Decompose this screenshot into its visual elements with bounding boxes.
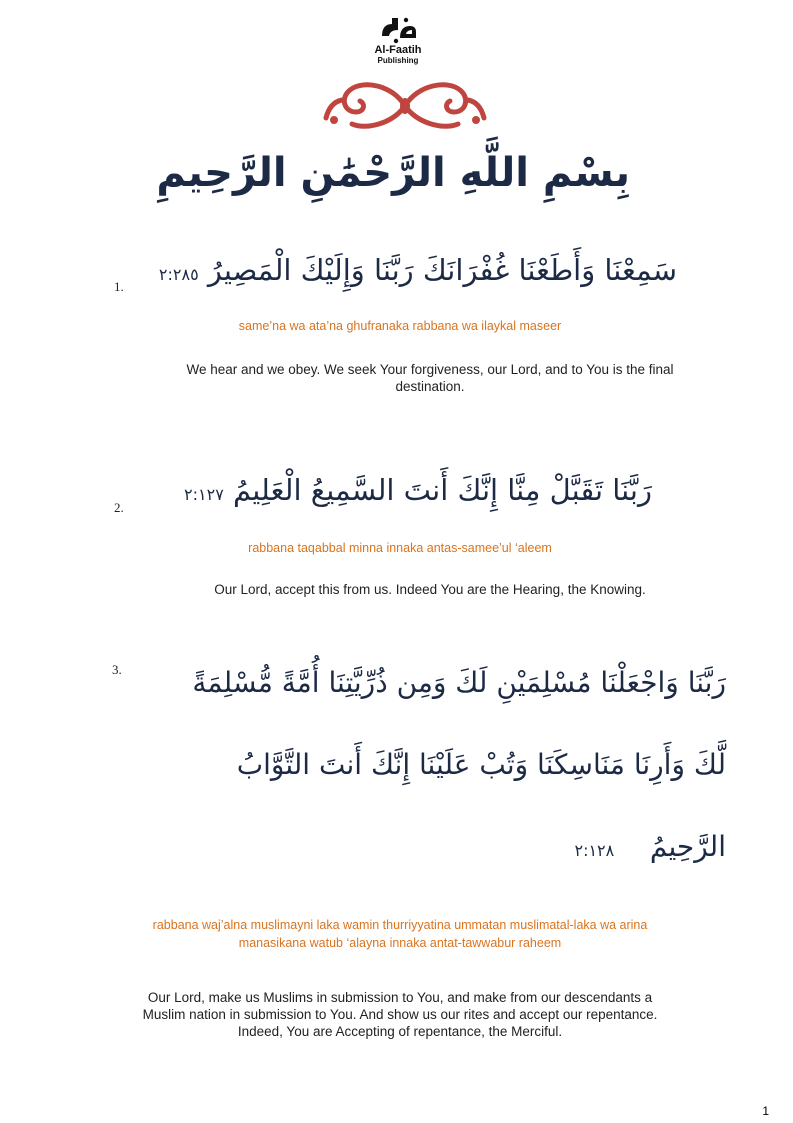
dua-3-ayah-ref: ٢:١٢٨ xyxy=(574,841,615,860)
basmala-heading: بِسْمِ اللَّهِ الرَّحْمَٰنِ الرَّحِيمِ xyxy=(156,150,630,196)
dua-3-translation-line-3: Indeed, You are Accepting of repentance, the Merciful. xyxy=(237,1024,563,1039)
dua-3-number: 3. xyxy=(112,662,122,677)
dua-1-transliteration: same’na wa ata’na ghufranaka rabbana wa ilaykal maseer xyxy=(238,319,562,333)
dua-2-number: 2. xyxy=(114,500,124,515)
dua-1-translation: We hear and we obey. We seek Your forgiveness, our Lord, and to You is the final destination. xyxy=(186,362,674,394)
dua-3-arabic-line-2: لَّكَ وَأَرِنَا مَنَاسِكَنَا وَتُبْ عَلَيْنَا إِنَّكَ أَنتَ التَّوَّابُ xyxy=(236,748,726,781)
decorative-ornament-icon xyxy=(322,76,488,134)
dua-2-ayah-ref: ٢:١٢٧ xyxy=(184,485,224,504)
dua-3-arabic-line-1: رَبَّنَا وَاجْعَلْنَا مُسْلِمَيْنِ لَكَ وَمِن ذُرِّيَّتِنَا أُمَّةً مُّسْلِمَةً xyxy=(192,666,726,699)
dua-3-arabic-text: الرَّحِيمُ xyxy=(649,830,726,863)
dua-1-arabic xyxy=(148,253,688,287)
dua-3-arabic-line-3 xyxy=(400,830,726,863)
page-number: 1 xyxy=(762,1104,769,1118)
publisher-name: Al-Faatih xyxy=(374,44,422,56)
dua-2-transliteration: rabbana taqabbal minna innaka antas-samee’ul ‘aleem xyxy=(248,541,552,555)
dua-2-arabic xyxy=(148,473,688,507)
dua-3-transliteration-line-2: manasikana watub ‘alayna innaka antat-tawwabur raheem xyxy=(238,936,562,950)
dua-1-ayah-ref: ٢:٢٨٥ xyxy=(158,265,199,284)
dua-2-translation: Our Lord, accept this from us. Indeed You are the Hearing, the Knowing. xyxy=(214,582,646,597)
publisher-logo-mark xyxy=(376,14,420,44)
dua-2-arabic-text: رَبَّنَا تَقَبَّلْ مِنَّا إِنَّكَ أَنتَ السَّمِيعُ الْعَلِيمُ xyxy=(233,473,652,507)
dua-1-number: 1. xyxy=(114,279,124,294)
dua-1-arabic-text: سَمِعْنَا وَأَطَعْنَا غُفْرَانَكَ رَبَّنَا وَإِلَيْكَ الْمَصِيرُ xyxy=(207,253,678,287)
dua-3-translation-line-2: Muslim nation in submission to You. And show us our rites and accept our repentance. xyxy=(142,1007,658,1022)
dua-3-translation-line-1: Our Lord, make us Muslims in submission to You, and make from our descendants a xyxy=(147,990,653,1005)
publisher-subtitle: Publishing xyxy=(377,56,419,65)
dua-3-transliteration-line-1: rabbana waj’alna muslimayni laka wamin thurriyyatina ummatan muslimatal-laka wa arina xyxy=(152,918,648,932)
